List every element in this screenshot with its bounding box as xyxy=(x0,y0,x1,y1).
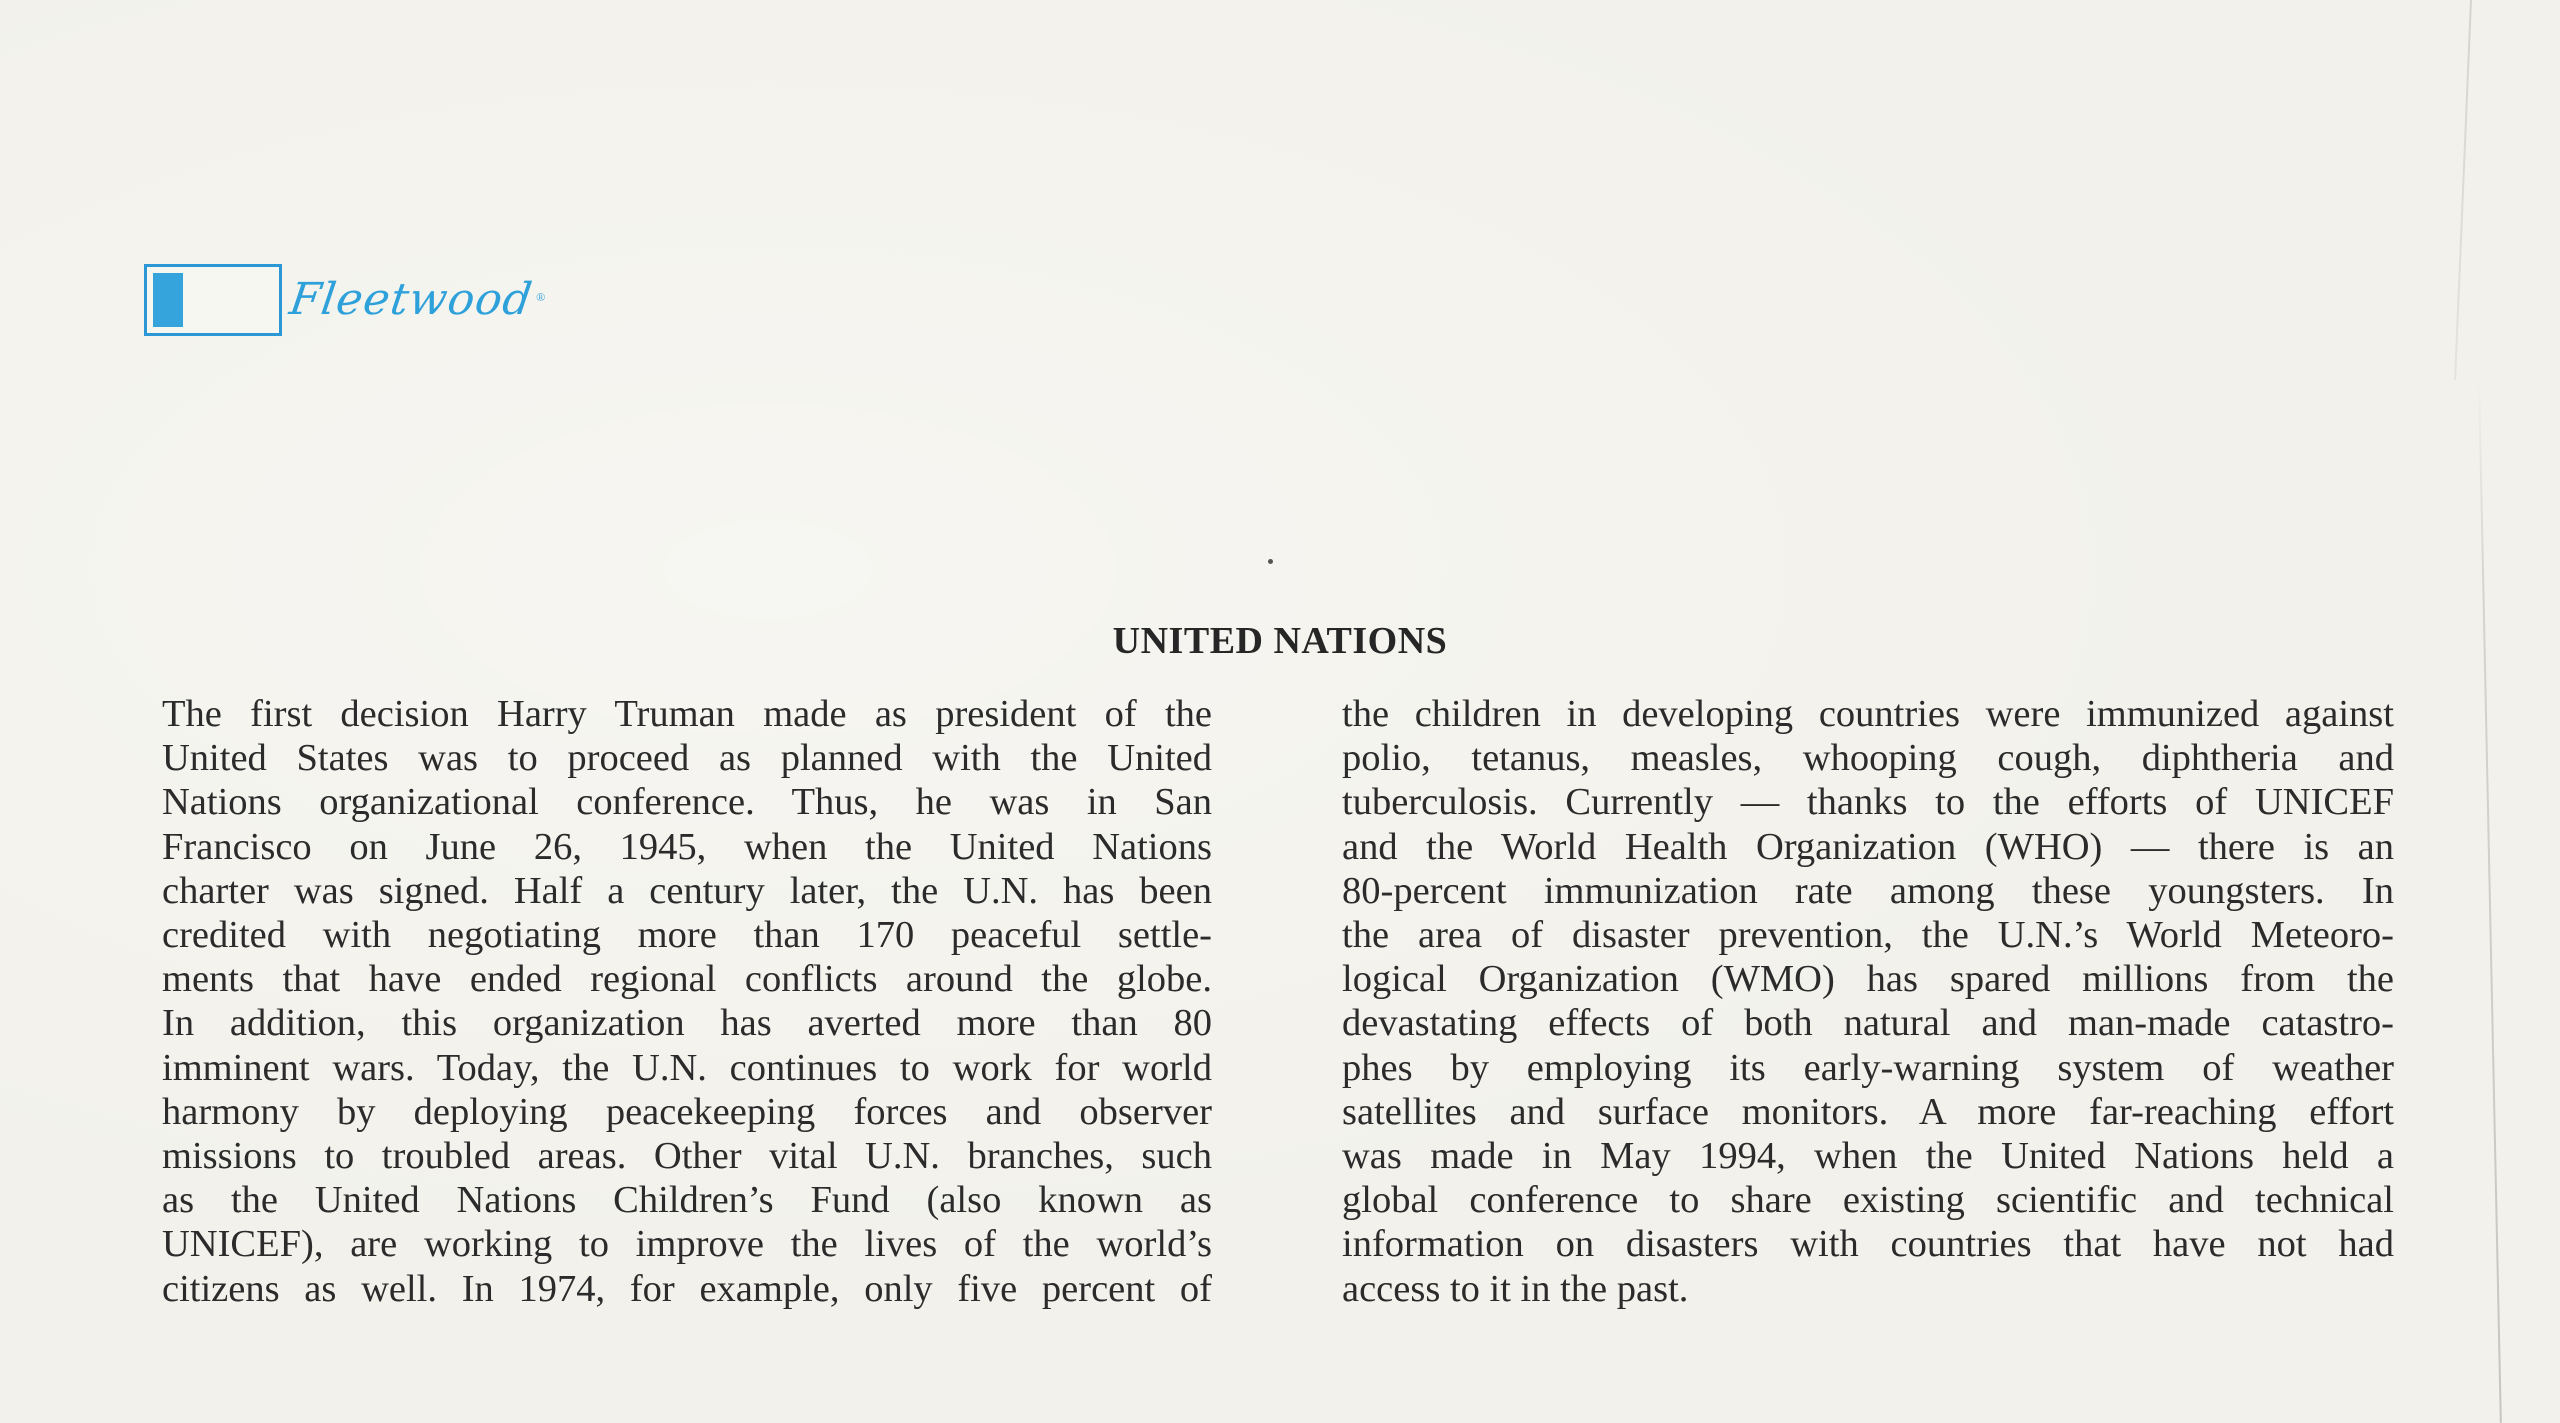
envelope-flap-edge-top xyxy=(2454,0,2472,380)
article-text-line: harmony by deploying peacekeeping forces and observer xyxy=(162,1090,1212,1133)
logo-wordmark: Fleetwood xyxy=(286,274,536,325)
article-text-line: as the United Nations Children’s Fund (also known as xyxy=(162,1179,1212,1222)
article-text-line: ments that have ended regional conflicts around the globe. xyxy=(162,958,1212,1001)
article-text-line: the area of disaster prevention, the U.N.’s World Meteoro- xyxy=(1342,914,2394,957)
logo-registered-mark: ® xyxy=(536,290,546,304)
article-text-line: access to it in the past. xyxy=(1342,1267,1689,1310)
article-text-line: In addition, this organization has averted more than 80 xyxy=(162,1002,1212,1045)
article-right-column xyxy=(1342,692,2394,1311)
speck-dot xyxy=(1268,559,1273,564)
article-text-line: missions to troubled areas. Other vital U.N. branches, such xyxy=(162,1135,1212,1178)
article-text-line: citizens as well. In 1974, for example, only five percent of xyxy=(162,1267,1212,1310)
article-text-line: charter was signed. Half a century later, the U.N. has been xyxy=(162,869,1212,912)
logo-box-fill xyxy=(153,273,183,327)
article-text-line: and the World Health Organization (WHO) — there is an xyxy=(1342,825,2394,868)
logo-box-icon xyxy=(144,264,282,336)
article-text-line: Nations organizational conference. Thus, he was in San xyxy=(162,781,1212,824)
article-title: UNITED NATIONS xyxy=(1112,620,1448,662)
article-text-line: 80-percent immunization rate among these youngsters. In xyxy=(1342,869,2394,912)
fleetwood-logo xyxy=(144,262,545,338)
article-text-line: information on disasters with countries that have not had xyxy=(1342,1223,2394,1266)
article-text-line: tuberculosis. Currently — thanks to the efforts of UNICEF xyxy=(1342,781,2394,824)
article-text-line: devastating effects of both natural and man-made catastro- xyxy=(1342,1002,2394,1045)
envelope-flap-edge xyxy=(2478,380,2502,1423)
article-text-line: imminent wars. Today, the U.N. continues to work for world xyxy=(162,1046,1212,1089)
article-left-column xyxy=(162,692,1212,1311)
article-text-line: was made in May 1994, when the United Nations held a xyxy=(1342,1135,2394,1178)
article-text-line: The first decision Harry Truman made as president of the xyxy=(162,693,1212,735)
article-text-line: satellites and surface monitors. A more far-reaching effort xyxy=(1342,1090,2394,1133)
article-text-line: UNICEF), are working to improve the lives of the world’s xyxy=(162,1223,1212,1266)
article-text-line: United States was to proceed as planned with the United xyxy=(162,737,1212,780)
article-text-line: polio, tetanus, measles, whooping cough, diphtheria and xyxy=(1342,737,2394,780)
article-text-line: the children in developing countries were immunized against xyxy=(1342,693,2394,735)
article-text-line: credited with negotiating more than 170 peaceful settle- xyxy=(162,914,1212,957)
article-text-line: global conference to share existing scientific and technical xyxy=(1342,1179,2394,1222)
article-text-line: logical Organization (WMO) has spared millions from the xyxy=(1342,958,2394,1001)
article-text-line: phes by employing its early-warning system of weather xyxy=(1342,1046,2394,1089)
article-text-line: Francisco on June 26, 1945, when the United Nations xyxy=(162,825,1212,868)
